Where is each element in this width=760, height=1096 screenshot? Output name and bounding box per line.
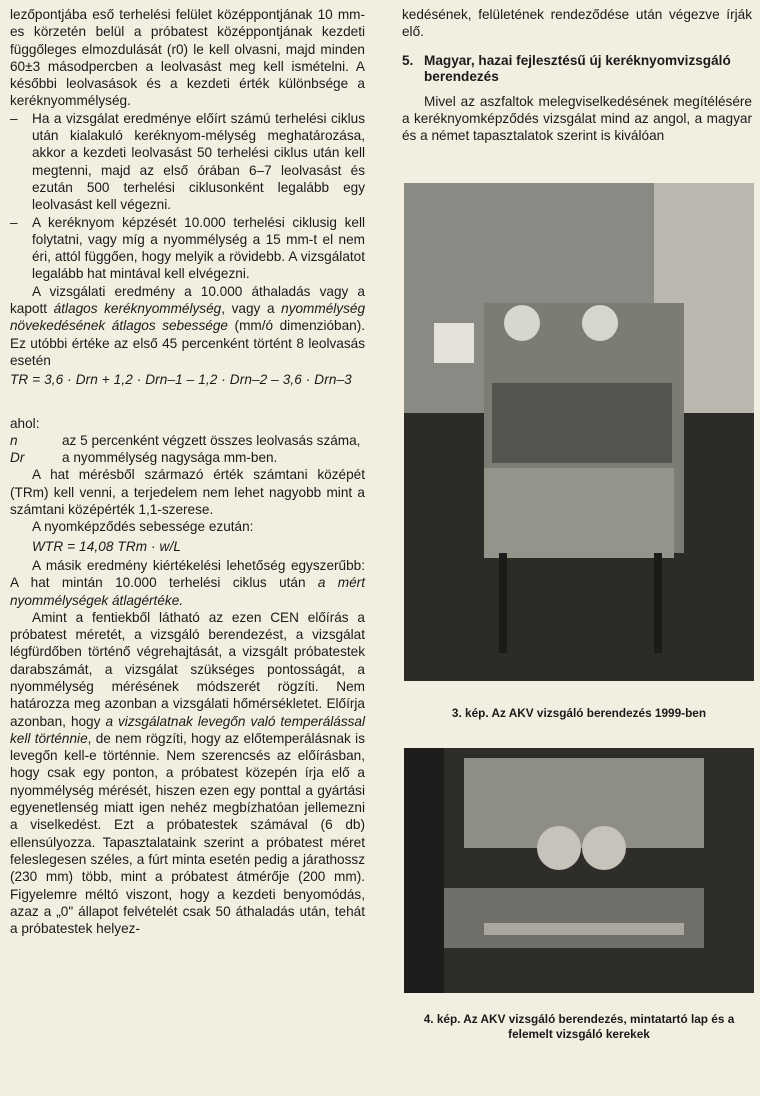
paragraph-cen-review: Amint a fentiekből látható az ezen CEN előírás a próbatest méretét, a vizsgáló berendezést, a vizsgálat légfürdőben történő végrehajtását, a vizsgált próbatestek darabszámát, a vizsgálat szükséges pontosságát, a nyommélység mérésének módszerét rögzíti. Nem határozza meg azonban a vizsgálati hőmérsékletet. Előírja azonban, hogy a vizsgálatnak levegőn való temperálással kell történnie, de nem rögzíti, hogy az előtemperálásnak is levegőn kell-e történnie. Nem szerencsés az előírásban, hogy csak egy ponton, a próbatest közepén írja elő a nyommélység mérését, hiszen ezen egy ponttal a gyártási egyenetlenség miatt igen nehéz megbízhatóan jellemezni a viselkedést. Ezt a próbatestek számával (6 db) ellensúlyozza. Tapasztalataink szerint a próbatest méret feleslegesen széles, a fúrt minta esetén pedig a járathossz (230 mm) több, mint a próbatest átmérője (200 mm). Figyelemre méltó viszont, hogy a kezdeti benyomódás, azaz a „0" állapot felvételét csak 50 áthaladás után, tehát a próbatestek helyez- [10, 609, 366, 937]
paragraph-rate: A nyomképződés sebessége ezután: [32, 519, 254, 535]
bullet-dash: – [10, 110, 18, 126]
paragraph-result: A vizsgálati eredmény a 10.000 áthaladás vagy a kapott átlagos keréknyommélység, vagy a nyommélység növekedésének átlagos sebessége (mm/ó dimenzióban). Ez utóbbi értéke az első 45 percenként történt 8 leolvasás esetén [10, 283, 366, 368]
definition-n: n az 5 percenként végzett összes leolvasás száma, [10, 432, 361, 448]
section-heading: 5. Magyar, hazai fejlesztésű új keréknyomvizsgáló berendezés [402, 52, 731, 84]
where-label: ahol: [10, 415, 40, 431]
bullet-item [10, 214, 365, 283]
bullet-text: Ha a vizsgálat eredménye előírt számú terhelési ciklus után kialakuló keréknyom-mélység meghatározása, akkor a kezdeti leolvasást 50 terhelési ciklus után kell megtenni, majd az első órában 6–7 leolvasást és ezután 500 terhelési ciklusonként legalább egy leolvasást kell végezni. [32, 110, 365, 213]
paragraph-continuation: kedésének, felületének rendeződése után végezve írják elő. [402, 7, 752, 40]
photo-akv-sample-plate [404, 748, 754, 993]
paragraph-continuation: lezőpontjába eső terhelési felület középpontjának 10 mm-es körzetén belül a próbatest középpontjának kezdeti függőleges elmozdulását (r0) le kell olvasni, majd minden 60±3 másodpercben a leolvasást meg kell ismételni. A későbbi leolvasások és a kezdeti érték különbsége a keréknyommélység. [10, 7, 365, 109]
bullet-dash: – [10, 214, 18, 230]
paragraph-mean: A hat mérésből származó érték számtani középét (TRm) kell venni, a terjedelem nem lehet nagyobb mint a számtani középérték 1,1-szerese. [10, 467, 365, 518]
bullet-item [10, 110, 365, 214]
paragraph-section5: Mivel az aszfaltok melegviselkedésének megítélésére a keréknyomképződés vizsgálat mind az angol, a magyar és a német tapasztalatok szerint is kiválóan [402, 93, 752, 144]
definition-dr: Dr a nyommélység nagysága mm-ben. [10, 450, 278, 466]
photo-caption-3: 3. kép. Az AKV vizsgáló berendezés 1999-ben [451, 706, 707, 720]
bullet-text: A keréknyom képzését 10.000 terhelési ciklusig kell folytatni, vagy míg a nyommélység a 15 mm-t el nem éri, attól függően, hogy melyik a rövidebb. A vizsgálatot legalább hat mintával kell elvégezni. [32, 214, 365, 282]
photo-caption-4: 4. kép. Az AKV vizsgáló berendezés, mintatartó lap és a felemelt vizsgáló kerekek [423, 1012, 735, 1041]
formula-wtr: WTR = 14,08 TRm · w/L [32, 538, 182, 554]
photo-akv-machine-1999 [404, 183, 754, 681]
left-column [10, 6, 365, 937]
paragraph-alternative: A másik eredmény kiértékelési lehetőség egyszerűbb: A hat mintán 10.000 terhelési ciklus után a mért nyommélységek átlagértéke. [10, 557, 365, 608]
formula-tr: TR = 3,6 · Drn + 1,2 · Drn–1 – 1,2 · Drn–2 – 3,6 · Drn–3 [10, 372, 352, 388]
right-column [402, 6, 752, 144]
